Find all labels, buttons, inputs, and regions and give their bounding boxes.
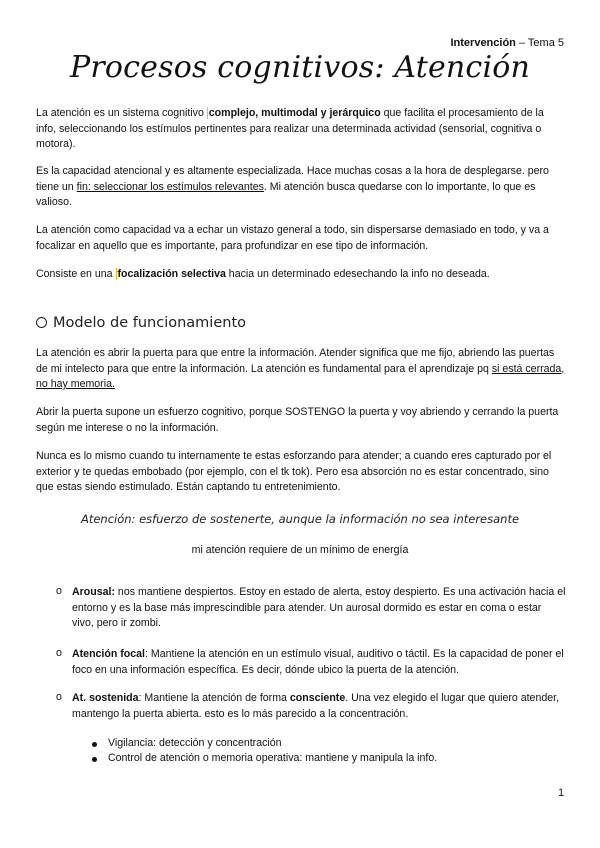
page-title: Procesos cognitivos: Atención: [69, 50, 531, 85]
highlight-term: complejo, multimodal y jerárquico: [208, 107, 381, 119]
bullet-dot-icon: [92, 742, 97, 747]
sub-list-item: Vigilancia: detección y concentración: [108, 737, 282, 749]
list-item-text: : Mantiene la atención de forma: [138, 692, 290, 704]
sub-list-item: Control de atención o memoria operativa: mantiene y manipula la info.: [108, 752, 438, 764]
paragraph-definition: [36, 106, 566, 153]
list-item-text: nos mantiene despiertos. Estoy en estado de alerta, estoy despierto. Es una activación hacia el entorno y es la base más imprescindible para atender. Un aurosal dormido es estar en coma o estar vivo, pero ir zombi.: [72, 586, 566, 629]
underlined-text: si está cerrada, no hay memoria.: [36, 362, 565, 390]
header-subject: Intervención: [450, 37, 516, 49]
underlined-text: fin: seleccionar los estímulos relevantes: [76, 180, 264, 193]
section-heading: [36, 315, 246, 331]
list-bullet: o: [56, 691, 62, 703]
list-item-text: . Una vez elegido el lugar que quiero atender, mantengo la puerta abierta. esto es lo más parecido a la concentración.: [72, 692, 560, 720]
paragraph-text: Es la capacidad atencional y es altamente especializada. Hace muchas cosas a la hora de desplegarse. pero tiene un: [36, 165, 549, 193]
list-bullet: o: [56, 647, 62, 659]
quote-line: Atención: esfuerzo de sostenerte, aunque la información no sea interesante: [80, 512, 520, 526]
list-bullet: o: [56, 585, 62, 597]
list-item-term: consciente: [289, 692, 346, 704]
page-number: 1: [558, 787, 564, 799]
paragraph-focalization: [36, 267, 566, 283]
paragraph-overview: La atención como capacidad va a echar un vistazo general a todo, sin dispersarse demasiado en todo, y va a focalizar en aquello que es importante, para profundizar en ese tipo de información.: [36, 224, 549, 252]
list-item-text: : Mantiene la atención en un estímulo visual, auditivo o táctil. Es la capacidad de poner el foco en una información específica. Es decir, dónde ubico la puerta de la atención.: [72, 648, 564, 676]
header: [450, 37, 564, 49]
paragraph-text: que facilita el procesamiento de la info, seleccionando los estímulos pertinentes para realizar una determinada actividad (sensorial, cognitiva o motora).: [36, 107, 544, 150]
list-item-term: Arousal:: [72, 586, 115, 598]
paragraph-effort: Abrir la puerta supone un esfuerzo cognitivo, porque SOSTENGO la puerta y voy abriendo y cerrando la puerta según me interese o no la información.: [36, 406, 559, 434]
paragraph-text: La atención es un sistema cognitivo: [36, 107, 207, 119]
list-item-focal: [72, 647, 566, 678]
highlight-term: focalización selectiva: [117, 268, 226, 280]
list-item-term: At. sostenida: [72, 692, 139, 704]
bullet-dot-icon: [92, 757, 97, 762]
list-item-sustained: [72, 691, 566, 722]
list-item-term: Atención focal: [72, 648, 145, 660]
section-heading-text: Modelo de funcionamiento: [53, 315, 247, 331]
paragraph-absorption: Nunca es lo mismo cuando tu internamente te estas esforzando para atender; a cuando eres capturado por el exterior y te quedas embobado (por ejemplo, con el tk tok). Pero esa absorción no es estar concentrado, sino que estas siendo estimulado. Están captando tu entretenimiento.: [36, 450, 552, 493]
paragraph-capacity: [36, 164, 566, 211]
paragraph-text: hacia un determinado edesechando la info no deseada.: [225, 268, 490, 280]
paragraph-door: [36, 346, 566, 393]
paragraph-text: La atención es abrir la puerta para que entre la información. Atender significa que me fijo, abriendo las puertas de mi intelecto para que entre la información. La atención es fundamental para el aprendizaje pq: [36, 347, 555, 375]
energy-line: mi atención requiere de un mínimo de energía: [191, 544, 409, 556]
paragraph-text: . Mi atención busca quedarse con lo importante, lo que es valioso.: [36, 180, 536, 208]
header-topic: – Tema 5: [515, 37, 564, 49]
circle-bullet-icon: [36, 317, 47, 328]
paragraph-text: Consiste en una: [36, 268, 116, 280]
list-item-arousal: [72, 585, 566, 632]
